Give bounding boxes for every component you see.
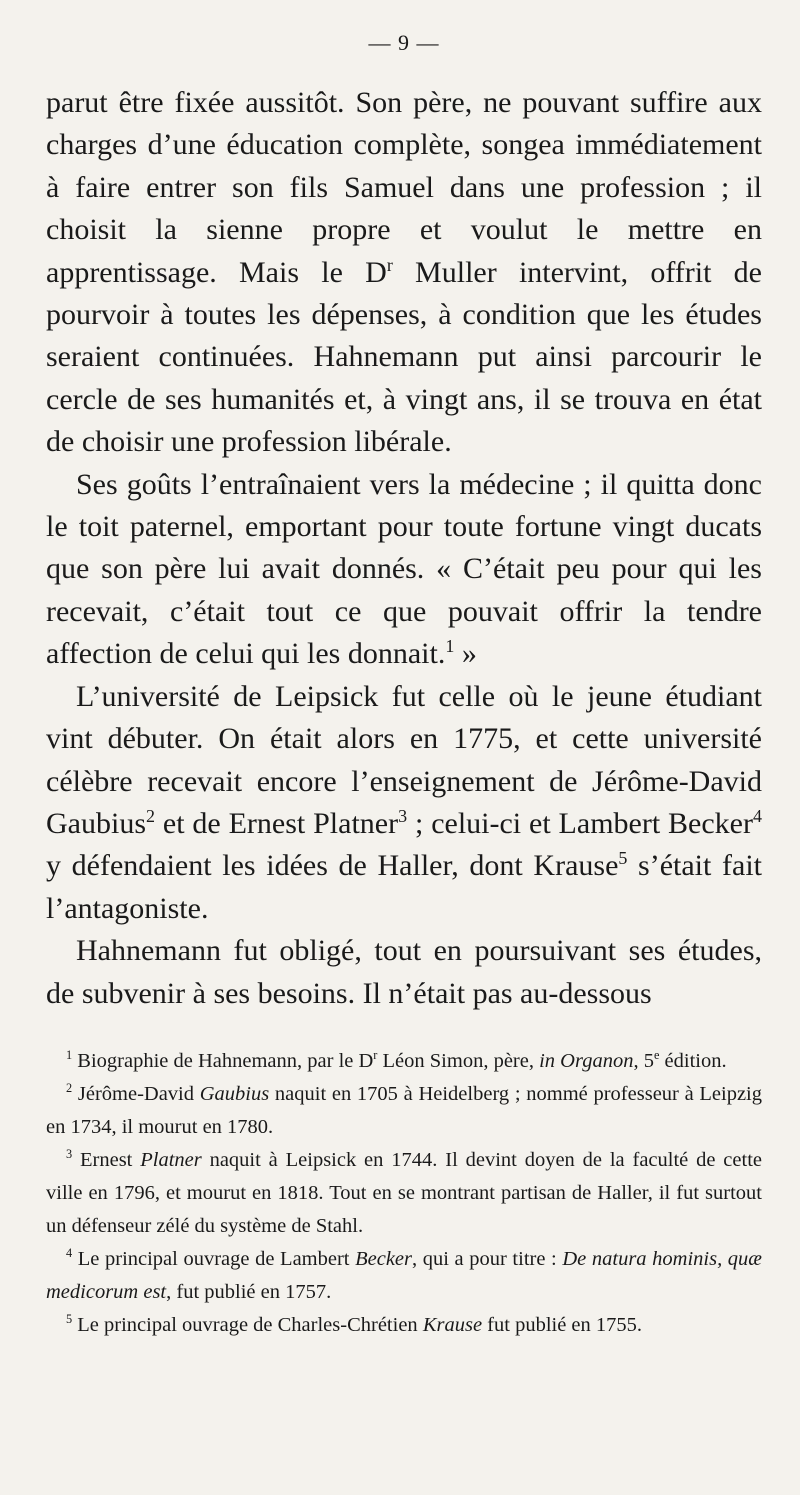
paragraph-text: et de Ernest Platner	[155, 806, 399, 840]
superscript: e	[653, 1048, 660, 1063]
paragraph-text: »	[454, 637, 477, 671]
superscript: r	[386, 254, 393, 275]
paragraph-1	[46, 82, 762, 464]
footnote-italic: Becker	[355, 1247, 412, 1270]
footnote-ref: 2	[146, 805, 155, 826]
footnote-text: Ernest	[72, 1148, 141, 1171]
book-page	[46, 28, 762, 1342]
paragraph-text: Muller intervint, offrit de pourvoir à toutes les dépenses, à condition que les études seraient continuées. Hahnemann put ainsi parcourir le cercle de ses humanités et, à vingt ans, il se trouva en état de choisir une profession libérale.	[46, 255, 762, 459]
footnote-ref: 4	[753, 805, 762, 826]
footnote-text: Biographie de Hahnemann, par le D	[72, 1049, 374, 1072]
page-number: — 9 —	[368, 30, 440, 55]
paragraph-2	[46, 464, 762, 676]
footnote-ref: 3	[398, 805, 408, 826]
footnote-number: 5	[66, 1312, 73, 1327]
footnote-number: 1	[66, 1048, 73, 1063]
footnote-4	[46, 1243, 762, 1309]
footnote-text: Le principal ouvrage de Lambert	[72, 1247, 356, 1270]
paragraph-3	[46, 676, 762, 930]
footnote-ref: 1	[445, 636, 455, 657]
paragraph-4	[46, 930, 762, 1015]
footnote-text: , 5	[633, 1049, 654, 1072]
superscript: r	[373, 1048, 378, 1063]
footnotes	[46, 1045, 762, 1342]
paragraph-text: Ses goûts l’entraînaient vers la médecine ; il quitta donc le toit paternel, emportant pour toute fortune vingt ducats que son père lui avait donnés. « C’était peu pour qui les recevait, c’était tout ce que pouvait offrir la tendre affection de celui qui les donnait.	[46, 467, 762, 671]
footnote-number: 4	[66, 1246, 73, 1261]
footnote-number: 2	[66, 1081, 73, 1096]
footnote-text: , fut publié en 1757.	[166, 1280, 332, 1303]
footnote-text: fut publié en 1755.	[482, 1313, 643, 1336]
footnote-number: 3	[66, 1147, 73, 1162]
footnote-text: édition.	[659, 1049, 727, 1072]
footnote-ref: 5	[618, 848, 628, 869]
footnote-1	[46, 1045, 762, 1078]
paragraph-text: ; celui-ci et Lambert Becker	[407, 806, 753, 840]
body-text	[46, 82, 762, 1015]
footnote-text: naquit en 1705 à Heidelberg ; nommé professeur à Leipzig en 1734, il mourut en 1780.	[46, 1082, 763, 1138]
paragraph-text: parut être fixée aussitôt. Son père, ne pouvant suffire aux charges d’une éducation complète, songea immédiatement à faire entrer son fils Samuel dans une profession ; il choisit la sienne propre et voulut le mettre en apprentissage. Mais le D	[46, 86, 762, 289]
footnote-text: Le principal ouvrage de Charles-Chrétien	[72, 1313, 423, 1336]
footnote-italic: De natura hominis, quæ medicorum est	[46, 1247, 762, 1303]
footnote-italic: Krause	[422, 1313, 483, 1336]
paragraph-text: L’université de Leipsick fut celle où le jeune étudiant vint débuter. On était alors en 1775, et cette université célèbre recevait encore l’enseignement de Jérôme-David Gaubius	[46, 679, 762, 840]
footnote-text: naquit à Leipsick en 1744. Il devint doyen de la faculté de cette ville en 1796, et mourut en 1818. Tout en se montrant partisan de Haller, il fut surtout un défenseur zélé du système de Stahl.	[46, 1148, 762, 1237]
footnote-3	[46, 1144, 762, 1243]
paragraph-text: s’était fait l’antagoniste.	[46, 849, 762, 925]
footnote-2	[46, 1078, 762, 1144]
footnote-5	[46, 1309, 762, 1342]
paragraph-text: Hahnemann fut obligé, tout en poursuivant ses études, de subvenir à ses besoins. Il n’était pas au-dessous	[46, 934, 762, 1010]
paragraph-text: y défendaient les idées de Haller, dont Krause	[46, 849, 619, 883]
footnote-text: Léon Simon, père,	[377, 1049, 540, 1072]
footnote-italic: Gaubius	[199, 1082, 270, 1105]
footnote-italic: in Organon	[539, 1049, 634, 1072]
footnote-text: , qui a pour titre :	[412, 1247, 563, 1270]
footnote-italic: Platner	[140, 1148, 202, 1171]
footnote-text: Jérôme-David	[72, 1082, 200, 1105]
